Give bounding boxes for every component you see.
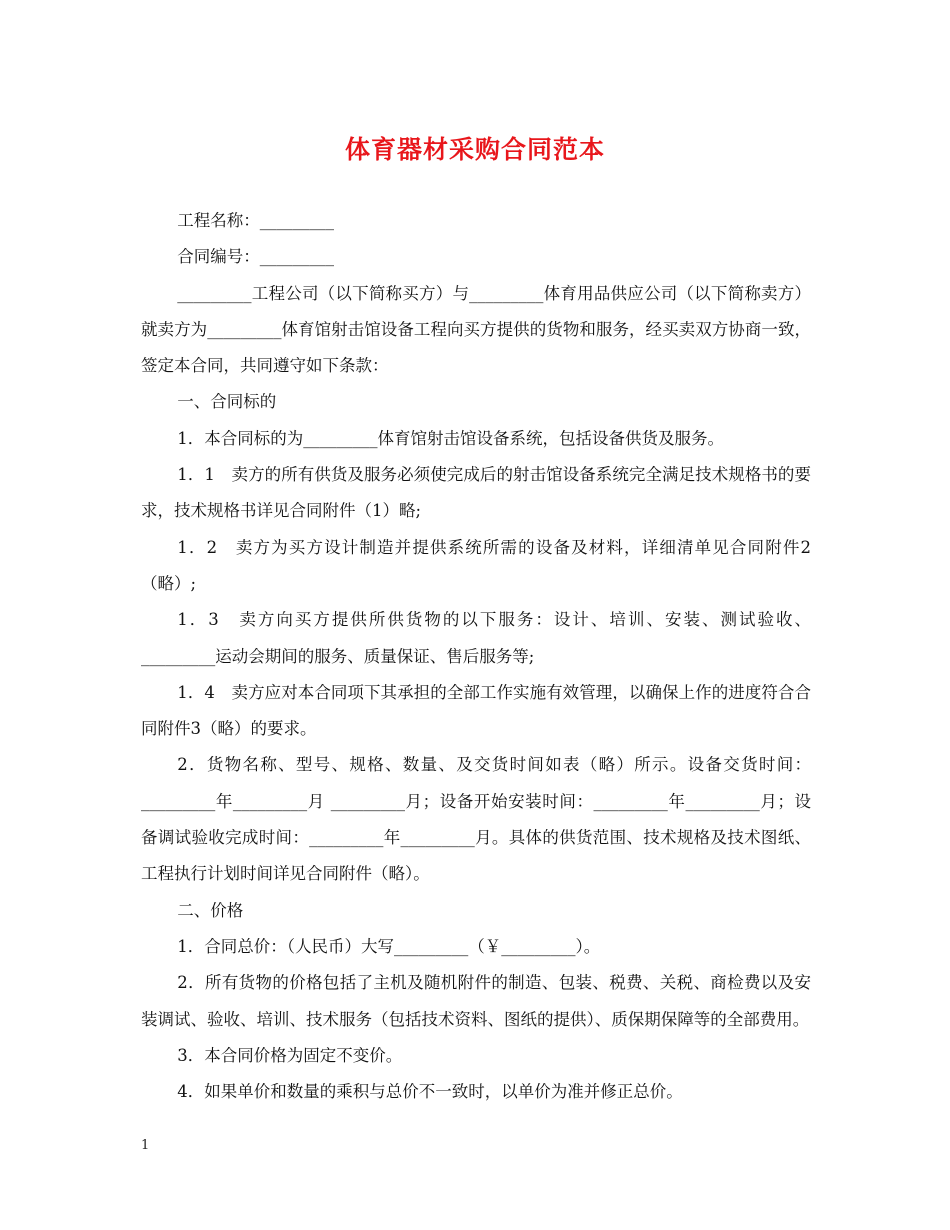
section-heading-subject: 一、合同标的: [177, 392, 277, 412]
project-name-line: 工程名称：_________: [177, 211, 335, 230]
clause-1-4: 1．4 卖方应对本合同项下其承担的全部工作实施有效管理，以确保上作的进度符合合同附件3（略）的要求。: [141, 682, 811, 739]
contract-number-line: 合同编号：_________: [177, 247, 335, 267]
price-clause-4: 4．如果单价和数量的乘积与总价不一致时，以单价为准并修正总价。: [177, 1082, 683, 1102]
clause-2: 2．货物名称、型号、规格、数量、及交货时间如表（略）所示。设备交货时间：_________年_________月 _________月；设备开始安装时间：_________年_________月；设备调试验收完成时间：_________年_________月。具体的供货范围、技术规格及技术图纸、工程执行计划时间详见合同附件（略）。: [141, 755, 811, 884]
document-body: [141, 203, 811, 1110]
price-clause-1: 1．合同总价：（人民币）大写_________（￥_________）。: [177, 936, 601, 956]
price-clause-3: 3．本合同价格为固定不变价。: [177, 1045, 403, 1065]
clause-1: 1．本合同标的为_________体育馆射击馆设备系统，包括设备供货及服务。: [177, 428, 725, 448]
section-heading-price: 二、价格: [177, 900, 244, 920]
document-title: 体育器材采购合同范本: [344, 135, 605, 164]
price-clause-2: 2．所有货物的价格包括了主机及随机附件的制造、包装、税费、关税、商检费以及安装调试、验收、培训、技术服务（包括技术资料、图纸的提供）、质保期保障等的全部费用。: [141, 973, 811, 1029]
clause-1-2: 1．2 卖方为买方设计制造并提供系统所需的设备及材料，详细清单见合同附件2（略）;: [141, 537, 811, 593]
clause-1-1: 1．1 卖方的所有供货及服务必须使完成后的射击馆设备系统完全满足技术规格书的要求，技术规格书详见合同附件（1）略;: [141, 465, 811, 521]
preamble-paragraph: _________工程公司（以下简称买方）与_________体育用品供应公司（以下简称卖方）就卖方为_________体育馆射击馆设备工程向买方提供的货物和服务，经买卖双方协商一致，签定本合同，共同遵守如下条款：: [141, 283, 811, 376]
clause-1-3: 1．3 卖方向买方提供所供货物的以下服务：设计、培训、安装、测试验收、_________运动会期间的服务、质量保证、售后服务等;: [141, 610, 811, 666]
page-number: 1: [141, 1138, 150, 1153]
